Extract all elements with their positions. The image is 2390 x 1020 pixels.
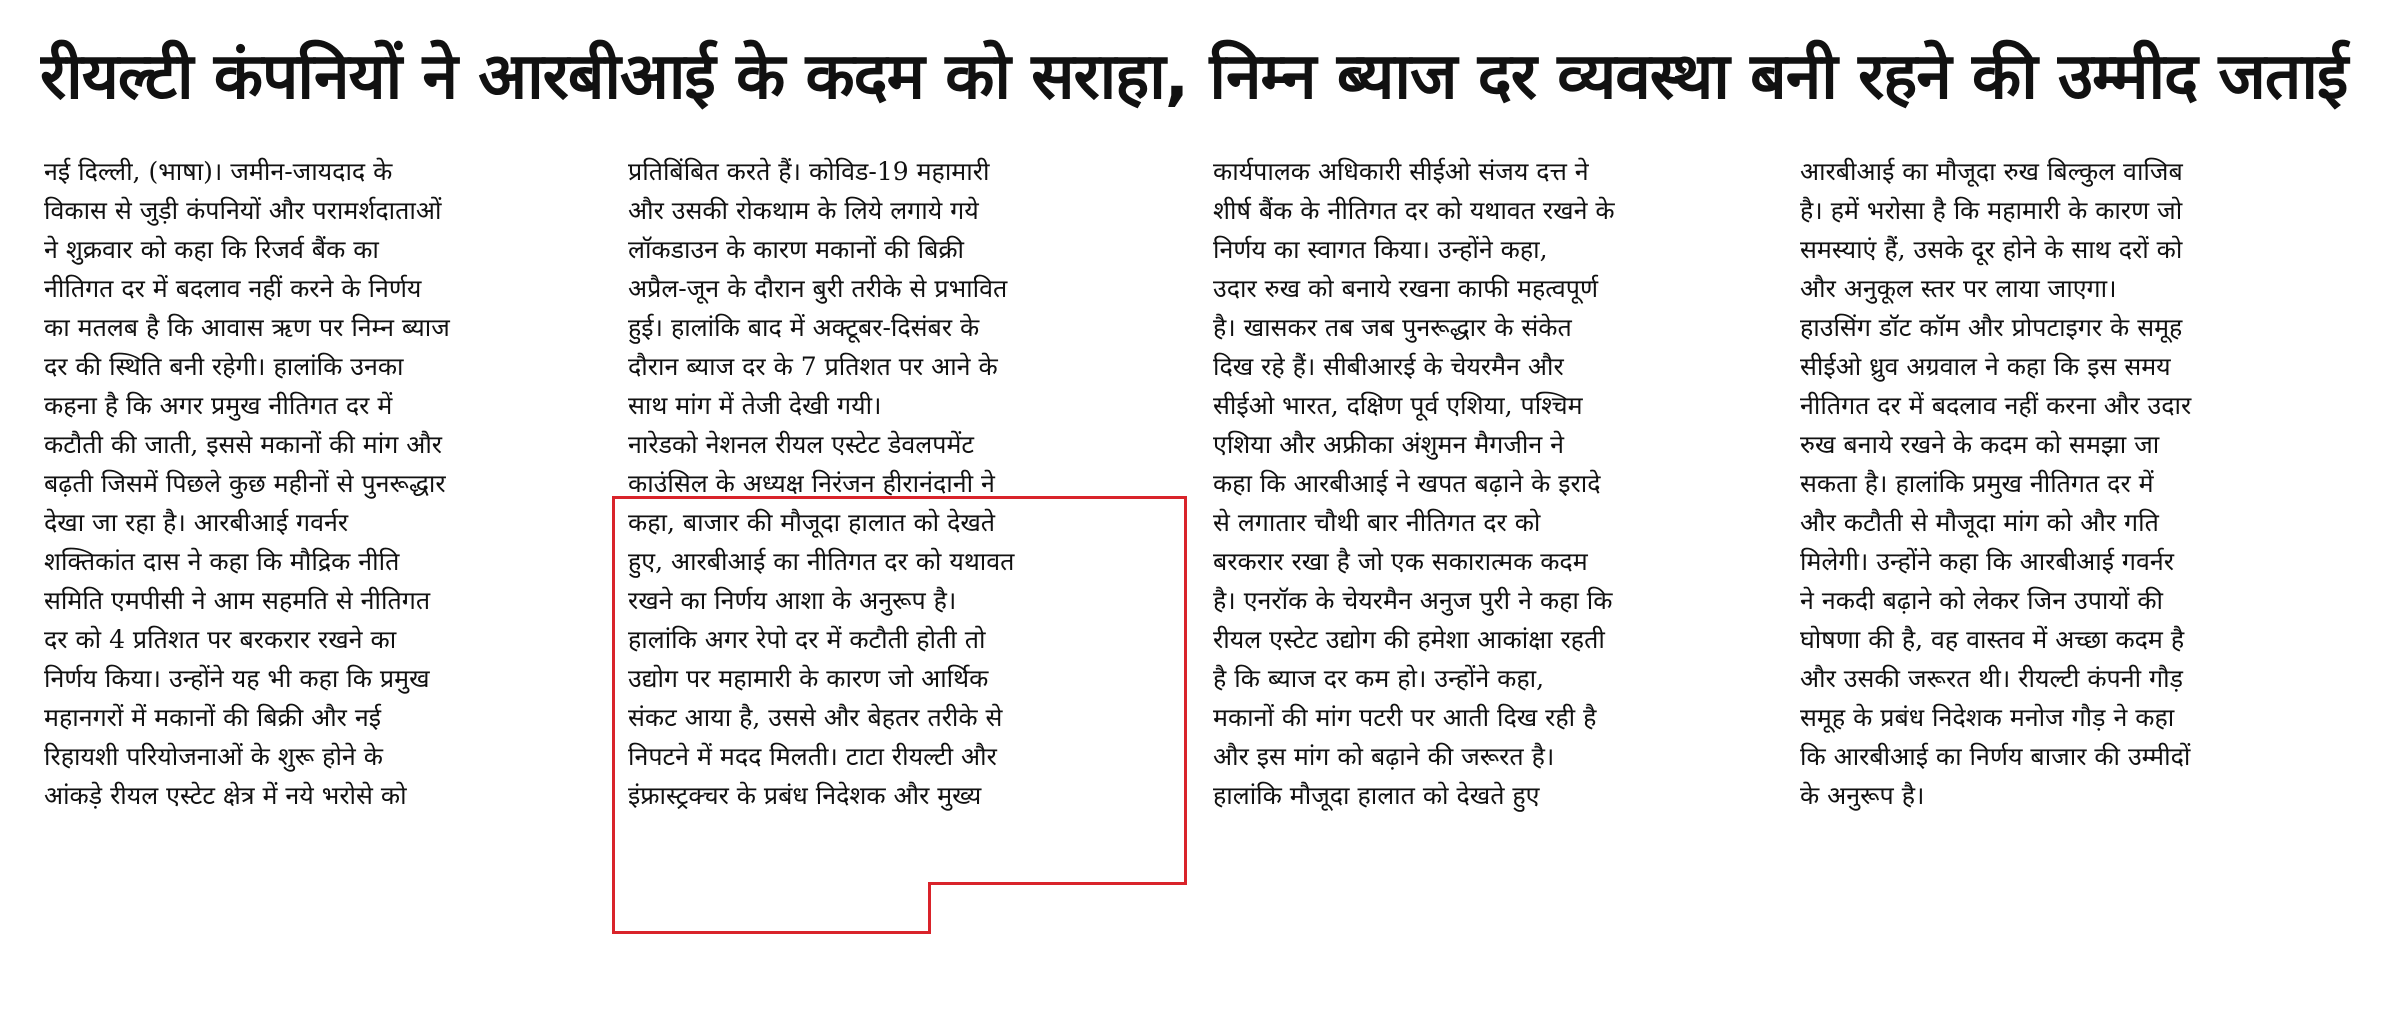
- text-line: है। हमें भरोसा है कि महामारी के कारण जो: [1800, 196, 2183, 225]
- text-line: आंकड़े रीयल एस्टेट क्षेत्र में नये भरोसे को: [44, 781, 407, 810]
- headline: रीयल्टी कंपनियों ने आरबीआई के कदम को सराहा, निम्न ब्याज दर व्यवस्था बनी रहने की उम्मीद जताई: [40, 40, 2348, 114]
- text-line: के अनुरूप है।: [1800, 781, 1925, 810]
- text-line: नई दिल्ली, (भाषा)। जमीन-जायदाद के: [44, 157, 393, 186]
- text-line: और उसकी जरूरत थी। रीयल्टी कंपनी गौड़: [1800, 664, 2183, 693]
- text-line: देखा जा रहा है। आरबीआई गवर्नर: [44, 508, 349, 537]
- text-line: समस्याएं हैं, उसके दूर होने के साथ दरों को: [1800, 235, 2183, 264]
- text-line: घोषणा की है, वह वास्तव में अच्छा कदम है: [1800, 625, 2185, 654]
- text-line: मकानों की मांग पटरी पर आती दिख रही है: [1213, 703, 1597, 732]
- text-line: इंफ्रास्ट्रक्चर के प्रबंध निदेशक और मुख्य: [628, 781, 982, 810]
- text-line: विकास से जुड़ी कंपनियों और परामर्शदाताओं: [44, 196, 442, 225]
- text-line: एशिया और अफ्रीका अंशुमन मैगजीन ने: [1213, 430, 1565, 459]
- text-line: हुए, आरबीआई का नीतिगत दर को यथावत: [628, 547, 1015, 576]
- text-line: नीतिगत दर में बदलाव नहीं करना और उदार: [1800, 391, 2192, 420]
- article-column-2: [628, 152, 1173, 1002]
- text-line: मिलेगी। उन्होंने कहा कि आरबीआई गवर्नर: [1800, 547, 2174, 576]
- text-line: लॉकडाउन के कारण मकानों की बिक्री: [628, 235, 965, 264]
- text-line: संकट आया है, उससे और बेहतर तरीके से: [628, 703, 1003, 732]
- text-line: सकता है। हालांकि प्रमुख नीतिगत दर में: [1800, 469, 2154, 498]
- text-line: बढ़ती जिसमें पिछले कुछ महीनों से पुनरूद्धार: [44, 469, 446, 498]
- text-line: और उसकी रोकथाम के लिये लगाये गये: [628, 196, 979, 225]
- text-line: है कि ब्याज दर कम हो। उन्होंने कहा,: [1213, 664, 1545, 693]
- text-line: ने शुक्रवार को कहा कि रिजर्व बैंक का: [44, 235, 379, 264]
- text-line: कहा, बाजार की मौजूदा हालात को देखते: [628, 508, 996, 537]
- text-line: से लगातार चौथी बार नीतिगत दर को: [1213, 508, 1541, 537]
- text-line: रखने का निर्णय आशा के अनुरूप है।: [628, 586, 957, 615]
- text-line: कि आरबीआई का निर्णय बाजार की उम्मीदों: [1800, 742, 2191, 771]
- text-line: नीतिगत दर में बदलाव नहीं करने के निर्णय: [44, 274, 422, 303]
- text-line: निर्णय का स्वागत किया। उन्होंने कहा,: [1213, 235, 1548, 264]
- text-line: सीईओ ध्रुव अग्रवाल ने कहा कि इस समय: [1800, 352, 2171, 381]
- text-line: हालांकि मौजूदा हालात को देखते हुए: [1213, 781, 1540, 810]
- text-line: नारेडको नेशनल रीयल एस्टेट डेवलपमेंट: [628, 430, 974, 459]
- text-line: कहा कि आरबीआई ने खपत बढ़ाने के इरादे: [1213, 469, 1601, 498]
- text-line: दिख रहे हैं। सीबीआरई के चेयरमैन और: [1213, 352, 1564, 381]
- text-line: आरबीआई का मौजूदा रुख बिल्कुल वाजिब: [1800, 157, 2183, 186]
- text-line: कहना है कि अगर प्रमुख नीतिगत दर में: [44, 391, 393, 420]
- article-column-1: [44, 152, 589, 1002]
- text-line: उदार रुख को बनाये रखना काफी महत्वपूर्ण: [1213, 274, 1599, 303]
- text-line: दर को 4 प्रतिशत पर बरकरार रखने का: [44, 625, 397, 654]
- text-line: उद्योग पर महामारी के कारण जो आर्थिक: [628, 664, 989, 693]
- text-line: रिहायशी परियोजनाओं के शुरू होने के: [44, 742, 383, 771]
- text-line: अप्रैल-जून के दौरान बुरी तरीके से प्रभावित: [628, 274, 1008, 303]
- text-line: ने नकदी बढ़ाने को लेकर जिन उपायों की: [1800, 586, 2164, 615]
- text-line: दौरान ब्याज दर के 7 प्रतिशत पर आने के: [628, 352, 998, 381]
- text-line: है। एनरॉक के चेयरमैन अनुज पुरी ने कहा कि: [1213, 586, 1613, 615]
- text-line: और कटौती से मौजूदा मांग को और गति: [1800, 508, 2159, 537]
- article-column-3: [1213, 152, 1758, 1002]
- text-line: का मतलब है कि आवास ऋण पर निम्न ब्याज: [44, 313, 450, 342]
- text-line: और इस मांग को बढ़ाने की जरूरत है।: [1213, 742, 1555, 771]
- text-line: कार्यपालक अधिकारी सीईओ संजय दत्त ने: [1213, 157, 1589, 186]
- text-line: काउंसिल के अध्यक्ष निरंजन हीरानंदानी ने: [628, 469, 995, 498]
- text-line: दर की स्थिति बनी रहेगी। हालांकि उनका: [44, 352, 404, 381]
- text-line: प्रतिबिंबित करते हैं। कोविड-19 महामारी: [628, 157, 990, 186]
- text-line: सीईओ भारत, दक्षिण पूर्व एशिया, पश्चिम: [1213, 391, 1583, 420]
- text-line: महानगरों में मकानों की बिक्री और नई: [44, 703, 382, 732]
- text-line: समूह के प्रबंध निदेशक मनोज गौड़ ने कहा: [1800, 703, 2175, 732]
- quote-highlight-notch: [928, 882, 1187, 934]
- text-line: हाउसिंग डॉट कॉम और प्रोपटाइगर के समूह: [1800, 313, 2183, 342]
- text-line: निपटने में मदद मिलती। टाटा रीयल्टी और: [628, 742, 997, 771]
- text-line: बरकरार रखा है जो एक सकारात्मक कदम: [1213, 547, 1588, 576]
- text-line: शक्तिकांत दास ने कहा कि मौद्रिक नीति: [44, 547, 400, 576]
- text-line: निर्णय किया। उन्होंने यह भी कहा कि प्रमुख: [44, 664, 430, 693]
- article-column-4: [1800, 152, 2345, 1002]
- text-line: हुई। हालांकि बाद में अक्टूबर-दिसंबर के: [628, 313, 980, 342]
- text-line: है। खासकर तब जब पुनरूद्धार के संकेत: [1213, 313, 1572, 342]
- text-line: हालांकि अगर रेपो दर में कटौती होती तो: [628, 625, 986, 654]
- text-line: शीर्ष बैंक के नीतिगत दर को यथावत रखने के: [1213, 196, 1615, 225]
- text-line: समिति एमपीसी ने आम सहमति से नीतिगत: [44, 586, 431, 615]
- text-line: साथ मांग में तेजी देखी गयी।: [628, 391, 882, 420]
- text-line: कटौती की जाती, इससे मकानों की मांग और: [44, 430, 443, 459]
- text-line: और अनुकूल स्तर पर लाया जाएगा।: [1800, 274, 2117, 303]
- text-line: रीयल एस्टेट उद्योग की हमेशा आकांक्षा रहती: [1213, 625, 1605, 654]
- text-line: रुख बनाये रखने के कदम को समझा जा: [1800, 430, 2160, 459]
